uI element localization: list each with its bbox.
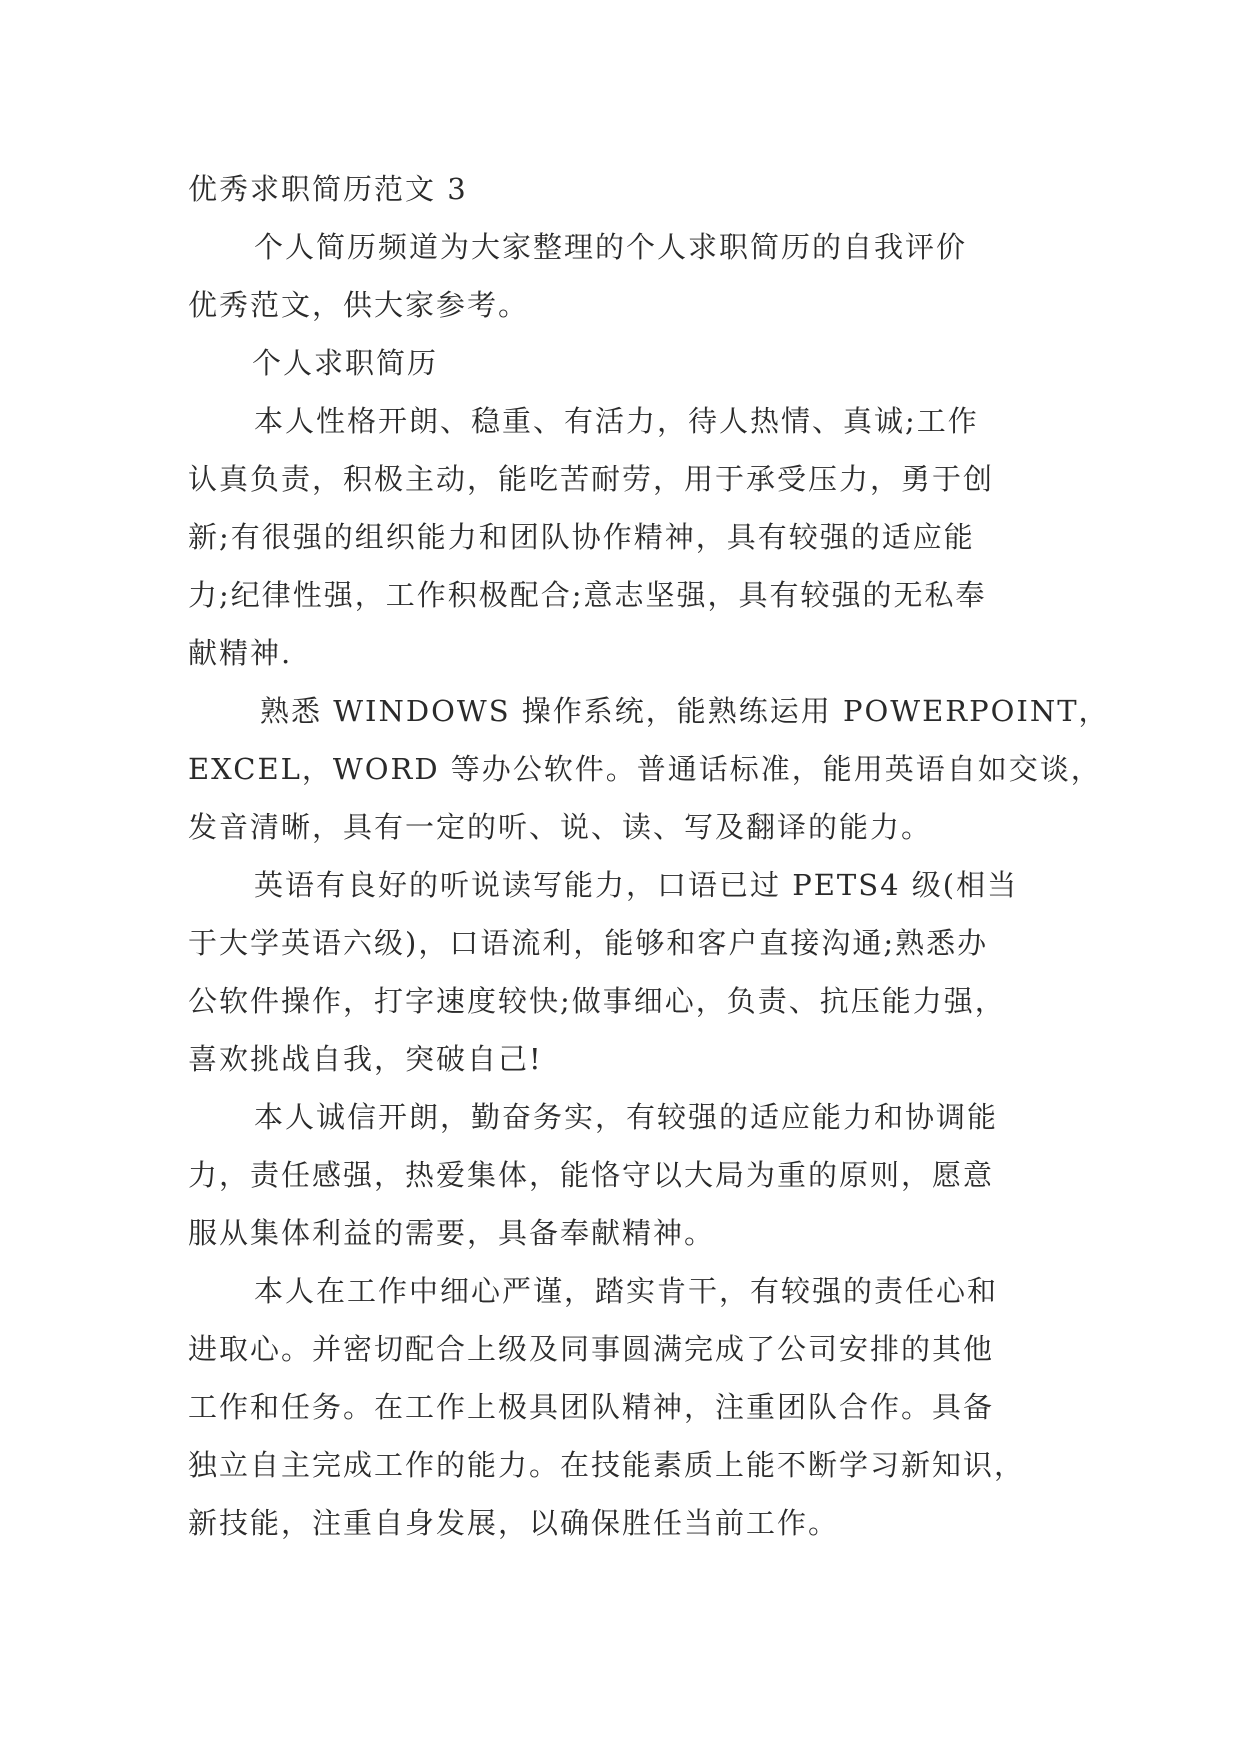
paragraph-line: 本人性格开朗、稳重、有活力，待人热情、真诚;工作 [254, 404, 979, 438]
paragraph-line: 服从集体利益的需要，具备奉献精神。 [188, 1216, 716, 1250]
paragraph-line: 独立自主完成工作的能力。在技能素质上能不断学习新知识， [188, 1448, 1026, 1482]
paragraph-line: 新;有很强的组织能力和团队协作精神，具有较强的适应能 [188, 520, 975, 554]
paragraph-personality [188, 392, 1058, 682]
paragraph-line: 英语有良好的听说读写能力，口语已过 PETS4 级(相当 [254, 868, 1019, 902]
paragraph-line: 发音清晰，具有一定的听、说、读、写及翻译的能力。 [188, 810, 933, 844]
paragraph-line: 个人简历频道为大家整理的个人求职简历的自我评价 [254, 230, 968, 264]
paragraph-line: 优秀范文，供大家参考。 [188, 288, 530, 322]
intro-paragraph [188, 218, 1058, 334]
document-body [188, 160, 1110, 1552]
paragraph-work-attitude [188, 1262, 1058, 1552]
paragraph-line: 工作和任务。在工作上极具团队精神，注重团队合作。具备 [188, 1390, 995, 1424]
paragraph-line: 公软件操作，打字速度较快;做事细心，负责、抗压能力强， [188, 984, 1006, 1018]
paragraph-line: EXCEL，WORD 等办公软件。普通话标准，能用英语自如交谈， [188, 752, 1102, 786]
paragraph-line: 本人诚信开朗，勤奋务实，有较强的适应能力和协调能 [254, 1100, 999, 1134]
paragraph-line: 于大学英语六级)，口语流利，能够和客户直接沟通;熟悉办 [188, 926, 989, 960]
document-title: 优秀求职简历范文 3 [188, 172, 468, 206]
paragraph-line: 熟悉 WINDOWS 操作系统，能熟练运用 POWERPOINT， [260, 694, 1110, 728]
section-heading: 个人求职简历 [252, 346, 439, 380]
paragraph-line: 喜欢挑战自我，突破自己! [188, 1042, 543, 1076]
paragraph-line: 力，责任感强，热爱集体，能恪守以大局为重的原则，愿意 [188, 1158, 995, 1192]
paragraph-line: 力;纪律性强，工作积极配合;意志坚强，具有较强的无私奉 [188, 578, 987, 612]
paragraph-line: 进取心。并密切配合上级及同事圆满完成了公司安排的其他 [188, 1332, 995, 1366]
paragraph-line: 本人在工作中细心严谨，踏实肯干，有较强的责任心和 [254, 1274, 999, 1308]
paragraph-skills [188, 682, 1110, 856]
paragraph-line: 献精神. [188, 636, 293, 670]
paragraph-line: 认真负责，积极主动，能吃苦耐劳，用于承受压力，勇于创 [188, 462, 995, 496]
paragraph-line: 新技能，注重自身发展，以确保胜任当前工作。 [188, 1506, 840, 1540]
paragraph-english [188, 856, 1058, 1088]
paragraph-integrity [188, 1088, 1058, 1262]
